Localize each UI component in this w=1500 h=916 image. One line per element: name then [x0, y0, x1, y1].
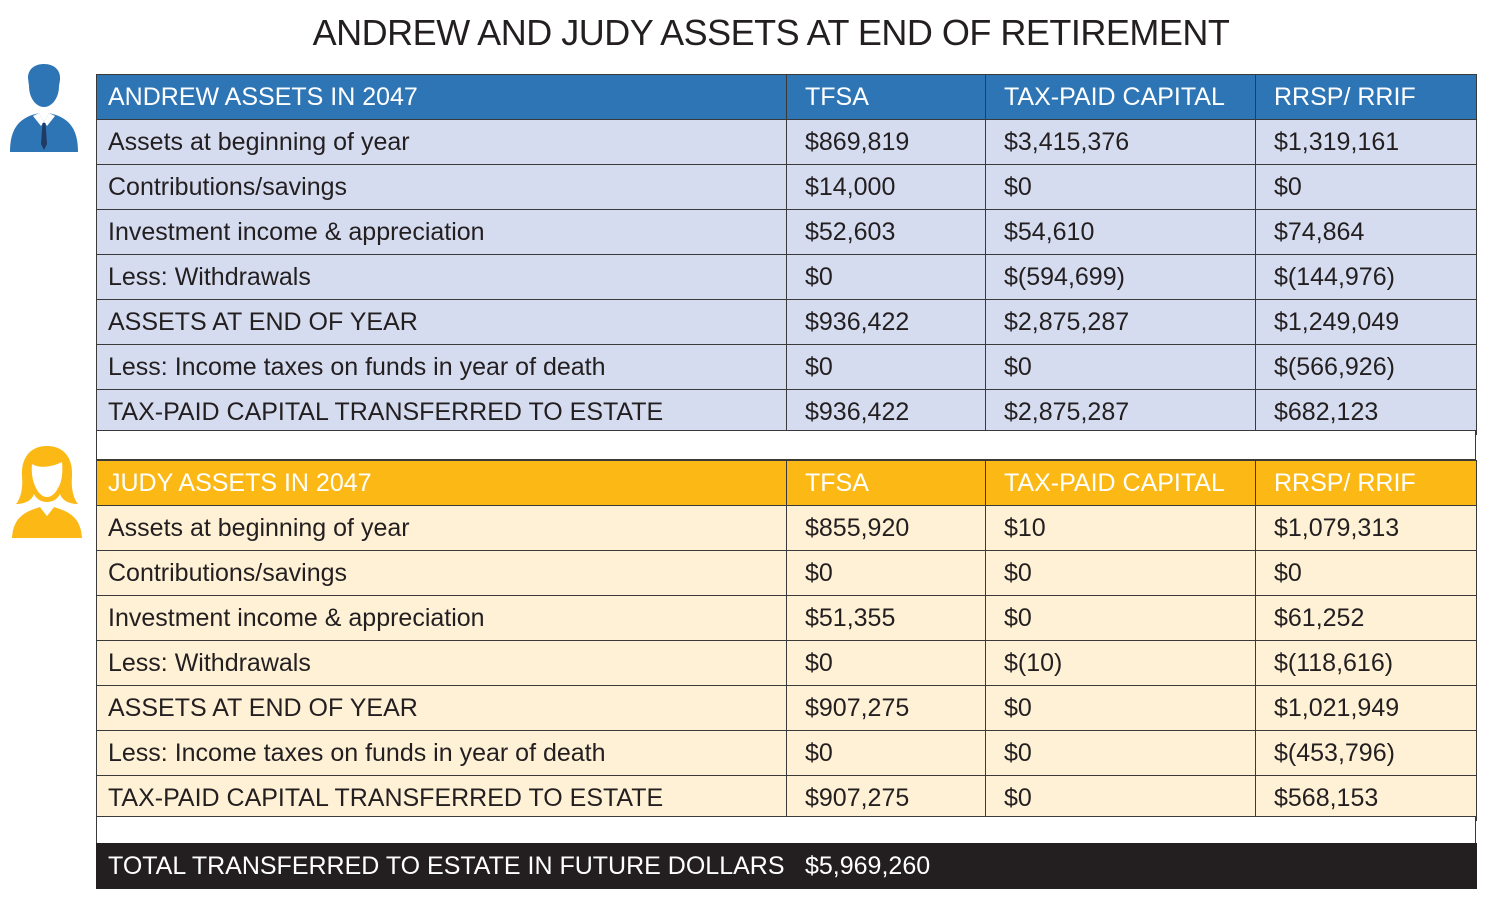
judy-cell-tfsa: $907,275 — [787, 686, 986, 731]
andrew-cell-label: ASSETS AT END OF YEAR — [97, 300, 787, 345]
judy-cell-rrsp-rrif: $1,079,313 — [1256, 506, 1477, 551]
table-row — [97, 731, 1477, 776]
judy-cell-rrsp-rrif: $(453,796) — [1256, 731, 1477, 776]
andrew-header-row — [97, 75, 1477, 120]
table-row — [97, 120, 1477, 165]
judy-cell-label: Investment income & appreciation — [97, 596, 787, 641]
andrew-cell-tax-paid-capital: $54,610 — [986, 210, 1256, 255]
table-row — [97, 300, 1477, 345]
andrew-cell-label: Investment income & appreciation — [97, 210, 787, 255]
judy-cell-rrsp-rrif: $61,252 — [1256, 596, 1477, 641]
andrew-cell-tfsa: $14,000 — [787, 165, 986, 210]
judy-cell-rrsp-rrif: $1,021,949 — [1256, 686, 1477, 731]
judy-cell-label: Less: Withdrawals — [97, 641, 787, 686]
judy-cell-rrsp-rrif: $568,153 — [1256, 776, 1477, 821]
andrew-cell-label: Contributions/savings — [97, 165, 787, 210]
andrew-cell-tax-paid-capital: $2,875,287 — [986, 390, 1256, 435]
andrew-cell-rrsp-rrif: $682,123 — [1256, 390, 1477, 435]
judy-cell-tfsa: $0 — [787, 551, 986, 596]
table-row — [97, 776, 1477, 821]
page-title: ANDREW AND JUDY ASSETS AT END OF RETIREMENT — [312, 12, 1230, 53]
andrew-cell-tax-paid-capital: $2,875,287 — [986, 300, 1256, 345]
judy-cell-tax-paid-capital: $0 — [986, 686, 1256, 731]
male-person-icon — [6, 64, 82, 152]
judy-cell-label: Contributions/savings — [97, 551, 787, 596]
table-row — [97, 686, 1477, 731]
judy-cell-tax-paid-capital: $0 — [986, 596, 1256, 641]
judy-header-rrsp-rrif: RRSP/ RRIF — [1256, 461, 1477, 506]
andrew-cell-tax-paid-capital: $(594,699) — [986, 255, 1256, 300]
judy-cell-label: TAX-PAID CAPITAL TRANSFERRED TO ESTATE — [97, 776, 787, 821]
andrew-cell-rrsp-rrif: $74,864 — [1256, 210, 1477, 255]
table-spacer — [96, 430, 1476, 460]
judy-cell-rrsp-rrif: $(118,616) — [1256, 641, 1477, 686]
andrew-cell-label: Less: Income taxes on funds in year of death — [97, 345, 787, 390]
table-row — [97, 345, 1477, 390]
andrew-cell-tax-paid-capital: $3,415,376 — [986, 120, 1256, 165]
andrew-header-rrsp-rrif: RRSP/ RRIF — [1256, 75, 1477, 120]
andrew-cell-tfsa: $0 — [787, 345, 986, 390]
table-row — [97, 255, 1477, 300]
judy-cell-tfsa: $51,355 — [787, 596, 986, 641]
judy-cell-label: Assets at beginning of year — [97, 506, 787, 551]
judy-cell-label: ASSETS AT END OF YEAR — [97, 686, 787, 731]
andrew-assets-table — [96, 74, 1477, 435]
judy-cell-tax-paid-capital: $(10) — [986, 641, 1256, 686]
andrew-cell-rrsp-rrif: $1,319,161 — [1256, 120, 1477, 165]
andrew-cell-rrsp-rrif: $0 — [1256, 165, 1477, 210]
judy-cell-tfsa: $855,920 — [787, 506, 986, 551]
total-value: $5,969,260 — [805, 852, 931, 880]
andrew-cell-rrsp-rrif: $(566,926) — [1256, 345, 1477, 390]
total-transferred-bar — [96, 843, 1477, 889]
table-row — [97, 165, 1477, 210]
andrew-header-tax-paid-capital: TAX-PAID CAPITAL — [986, 75, 1256, 120]
andrew-cell-label: Assets at beginning of year — [97, 120, 787, 165]
andrew-cell-rrsp-rrif: $(144,976) — [1256, 255, 1477, 300]
andrew-header-title: ANDREW ASSETS IN 2047 — [97, 75, 787, 120]
judy-cell-tfsa: $907,275 — [787, 776, 986, 821]
table-row — [97, 551, 1477, 596]
table-row — [97, 596, 1477, 641]
judy-cell-tax-paid-capital: $0 — [986, 551, 1256, 596]
female-person-icon — [10, 446, 84, 538]
andrew-cell-label: Less: Withdrawals — [97, 255, 787, 300]
judy-cell-label: Less: Income taxes on funds in year of death — [97, 731, 787, 776]
judy-header-tax-paid-capital: TAX-PAID CAPITAL — [986, 461, 1256, 506]
judy-cell-tfsa: $0 — [787, 731, 986, 776]
table-spacer — [96, 816, 1476, 846]
andrew-cell-tax-paid-capital: $0 — [986, 345, 1256, 390]
table-row — [97, 390, 1477, 435]
judy-header-row — [97, 461, 1477, 506]
andrew-header-tfsa: TFSA — [787, 75, 986, 120]
andrew-cell-tfsa: $869,819 — [787, 120, 986, 165]
andrew-cell-tfsa: $0 — [787, 255, 986, 300]
judy-cell-tax-paid-capital: $0 — [986, 776, 1256, 821]
table-row — [97, 210, 1477, 255]
table-row — [97, 506, 1477, 551]
andrew-cell-tfsa: $936,422 — [787, 390, 986, 435]
judy-cell-tax-paid-capital: $0 — [986, 731, 1256, 776]
andrew-cell-tfsa: $52,603 — [787, 210, 986, 255]
judy-cell-tax-paid-capital: $10 — [986, 506, 1256, 551]
andrew-cell-tax-paid-capital: $0 — [986, 165, 1256, 210]
andrew-cell-rrsp-rrif: $1,249,049 — [1256, 300, 1477, 345]
judy-header-title: JUDY ASSETS IN 2047 — [97, 461, 787, 506]
judy-cell-tfsa: $0 — [787, 641, 986, 686]
total-label: TOTAL TRANSFERRED TO ESTATE IN FUTURE DOLLARS — [108, 852, 785, 880]
andrew-cell-tfsa: $936,422 — [787, 300, 986, 345]
andrew-cell-label: TAX-PAID CAPITAL TRANSFERRED TO ESTATE — [97, 390, 787, 435]
judy-assets-table — [96, 460, 1477, 821]
table-row — [97, 641, 1477, 686]
judy-header-tfsa: TFSA — [787, 461, 986, 506]
judy-cell-rrsp-rrif: $0 — [1256, 551, 1477, 596]
